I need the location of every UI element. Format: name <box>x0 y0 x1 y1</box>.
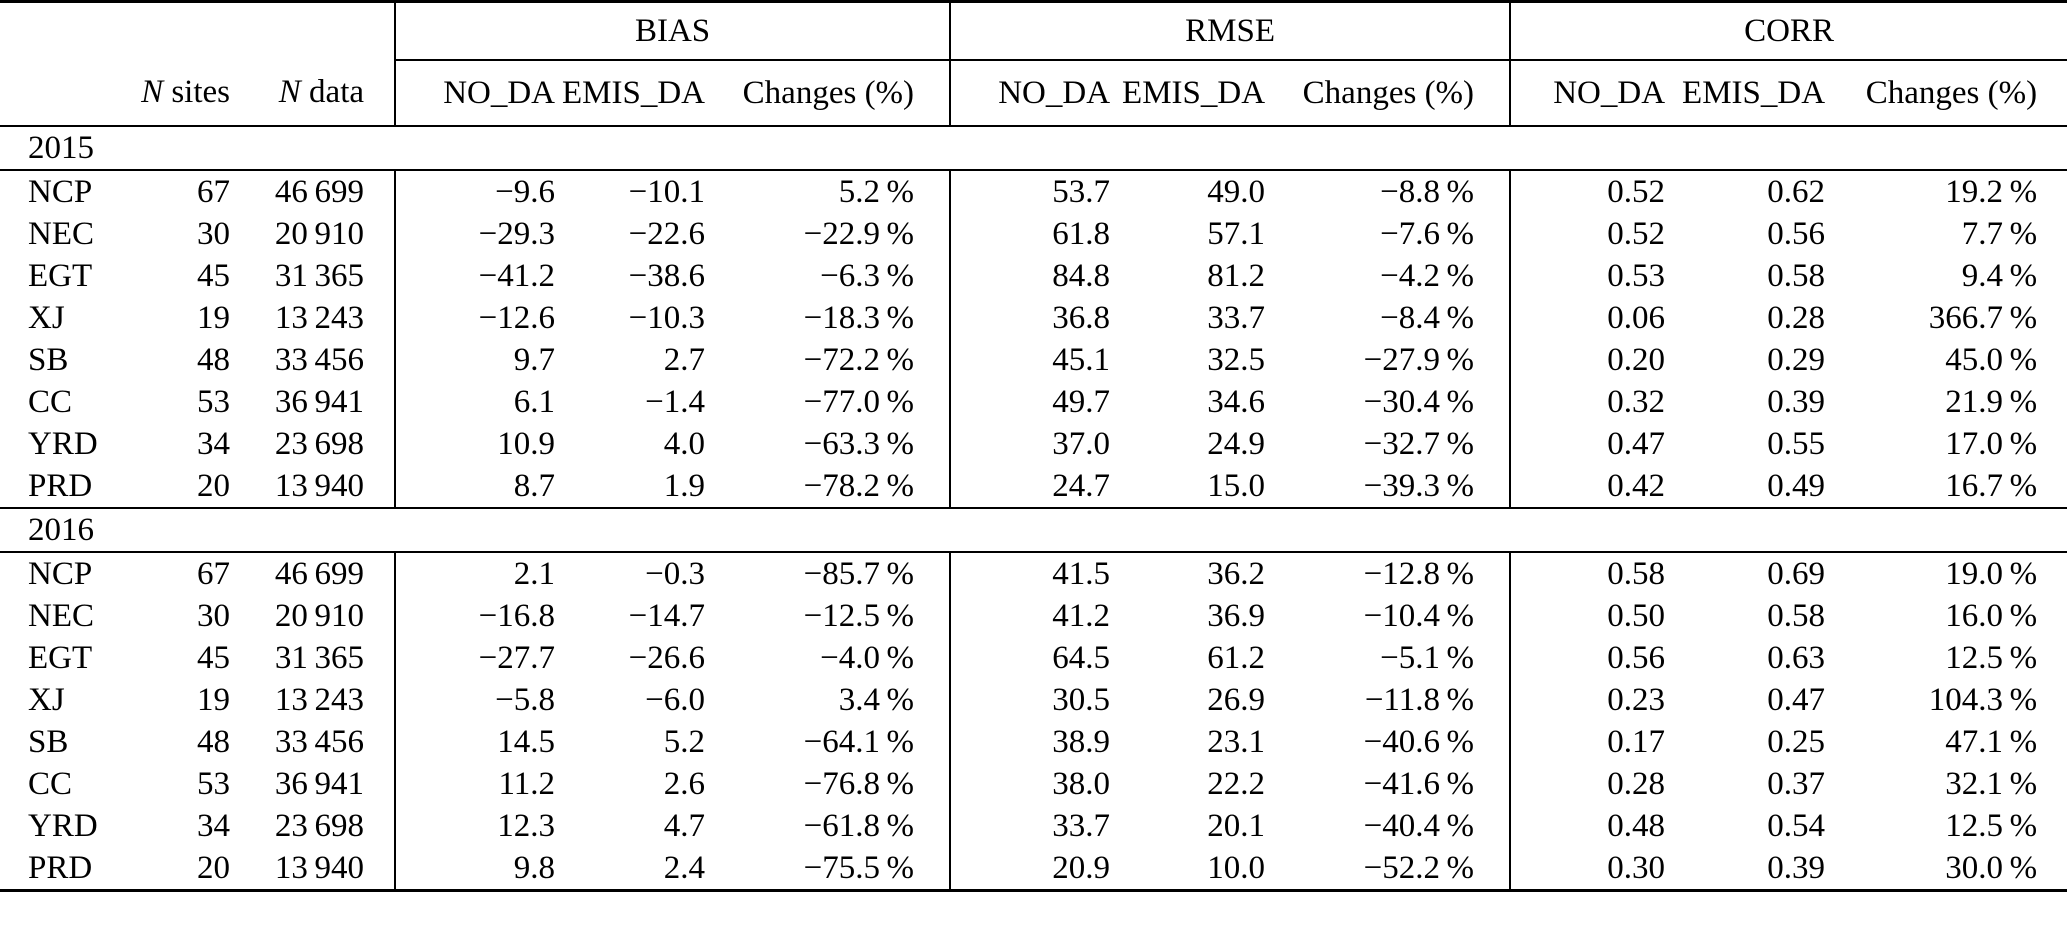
rmse-emis-da-cell: 81.2 <box>1207 257 1266 294</box>
table-row <box>0 805 2067 847</box>
bias-no-da-cell: 9.8 <box>395 847 555 891</box>
bias-emis-da-cell: −10.1 <box>628 173 706 210</box>
n-sites-cell: 19 <box>197 299 230 336</box>
bias-emis-da-cell: 4.0 <box>663 425 706 462</box>
n-sites-header: N sites <box>141 74 230 110</box>
corr-no-da-cell: 0.42 <box>1510 465 1665 508</box>
bias-no-da-cell: −41.2 <box>395 255 555 297</box>
bias-no-da-cell: 11.2 <box>395 763 555 805</box>
corr-no-da-cell: 0.20 <box>1510 339 1665 381</box>
bias-no-da-cell: 14.5 <box>395 721 555 763</box>
table-row <box>0 847 2067 891</box>
n-data-cell: 13 940 <box>274 849 365 886</box>
n-sites-cell: 45 <box>197 639 230 676</box>
bias-no-da-cell: 2.1 <box>395 552 555 595</box>
n-sites-cell: 30 <box>197 215 230 252</box>
rmse-no-da-cell: 33.7 <box>950 805 1110 847</box>
n-data-cell: 31 365 <box>274 639 365 676</box>
n-sites-cell: 20 <box>197 849 230 886</box>
corr-changes-cell: 7.7 % <box>1961 215 2038 252</box>
bias-changes-cell: −4.0 % <box>820 639 915 676</box>
table-header <box>0 2 2067 127</box>
rmse-emis-da-header: EMIS_DA <box>1122 74 1266 111</box>
n-data-cell: 23 698 <box>274 807 365 844</box>
table-row <box>0 595 2067 637</box>
rmse-changes-cell: −7.6 % <box>1380 215 1475 252</box>
n-sites-cell: 67 <box>197 173 230 210</box>
corr-emis-da-cell: 0.55 <box>1767 425 1826 462</box>
corr-emis-da-cell: 0.63 <box>1767 639 1826 676</box>
corr-changes-cell: 30.0 % <box>1945 849 2038 886</box>
region-cell: YRD <box>28 425 98 462</box>
region-cell: PRD <box>28 849 93 886</box>
bias-no-da-cell: −12.6 <box>395 297 555 339</box>
rmse-no-da-cell: 30.5 <box>950 679 1110 721</box>
corr-changes-cell: 32.1 % <box>1945 765 2038 802</box>
corr-emis-da-cell: 0.58 <box>1767 257 1826 294</box>
bias-changes-cell: −77.0 % <box>803 383 915 420</box>
corr-emis-da-cell: 0.62 <box>1767 173 1826 210</box>
table-row <box>0 423 2067 465</box>
table-row <box>0 255 2067 297</box>
bias-no-da-header: NO_DA <box>395 60 555 126</box>
bias-changes-cell: 5.2 % <box>838 173 915 210</box>
corr-emis-da-cell: 0.37 <box>1767 765 1826 802</box>
rmse-emis-da-cell: 20.1 <box>1207 807 1266 844</box>
bias-changes-cell: −22.9 % <box>803 215 915 252</box>
rmse-no-da-cell: 84.8 <box>950 255 1110 297</box>
rmse-emis-da-cell: 36.2 <box>1207 555 1266 592</box>
corr-emis-da-cell: 0.69 <box>1767 555 1826 592</box>
corr-changes-cell: 17.0 % <box>1945 425 2038 462</box>
header-corner-cell <box>0 2 395 61</box>
corr-no-da-header: NO_DA <box>1510 60 1665 126</box>
region-cell: NEC <box>28 215 94 252</box>
n-sites-cell: 67 <box>197 555 230 592</box>
region-cell: SB <box>28 723 69 760</box>
corr-no-da-cell: 0.17 <box>1510 721 1665 763</box>
bias-no-da-cell: 12.3 <box>395 805 555 847</box>
n-sites-cell: 19 <box>197 681 230 718</box>
rmse-no-da-cell: 38.0 <box>950 763 1110 805</box>
rmse-no-da-cell: 64.5 <box>950 637 1110 679</box>
rmse-emis-da-cell: 26.9 <box>1207 681 1266 718</box>
corr-changes-cell: 9.4 % <box>1961 257 2038 294</box>
bias-emis-da-cell: −0.3 <box>645 555 706 592</box>
bias-emis-da-cell: 2.6 <box>663 765 706 802</box>
n-data-cell: 31 365 <box>274 257 365 294</box>
bias-no-da-cell: −16.8 <box>395 595 555 637</box>
region-cell: XJ <box>28 681 65 718</box>
rmse-emis-da-cell: 15.0 <box>1207 467 1266 504</box>
rmse-no-da-cell: 45.1 <box>950 339 1110 381</box>
bias-changes-cell: −64.1 % <box>803 723 915 760</box>
corr-changes-header: Changes (%) <box>1865 74 2038 111</box>
rmse-emis-da-cell: 61.2 <box>1207 639 1266 676</box>
corr-changes-cell: 45.0 % <box>1945 341 2038 378</box>
bias-changes-cell: −63.3 % <box>803 425 915 462</box>
section-2016 <box>0 508 2067 891</box>
n-sites-cell: 53 <box>197 383 230 420</box>
n-data-cell: 46 699 <box>274 555 365 592</box>
column-header-row <box>0 60 2067 126</box>
corr-emis-da-cell: 0.28 <box>1767 299 1826 336</box>
table-row <box>0 297 2067 339</box>
bias-emis-da-cell: −26.6 <box>628 639 706 676</box>
group-header-bias: BIAS <box>395 2 950 61</box>
corr-changes-cell: 21.9 % <box>1945 383 2038 420</box>
corr-no-da-cell: 0.56 <box>1510 637 1665 679</box>
bias-changes-cell: −72.2 % <box>803 341 915 378</box>
rmse-changes-cell: −40.4 % <box>1363 807 1475 844</box>
corr-no-da-cell: 0.48 <box>1510 805 1665 847</box>
region-cell: NCP <box>28 555 93 592</box>
rmse-no-da-cell: 61.8 <box>950 213 1110 255</box>
rmse-no-da-cell: 20.9 <box>950 847 1110 891</box>
rmse-emis-da-cell: 49.0 <box>1207 173 1266 210</box>
bias-emis-da-cell: −6.0 <box>645 681 706 718</box>
corr-changes-cell: 16.0 % <box>1945 597 2038 634</box>
rmse-changes-cell: −41.6 % <box>1363 765 1475 802</box>
bias-emis-da-cell: −10.3 <box>628 299 706 336</box>
group-header-corr: CORR <box>1510 2 2067 61</box>
bias-emis-da-cell: −38.6 <box>628 257 706 294</box>
table-row <box>0 552 2067 595</box>
rmse-changes-cell: −8.8 % <box>1380 173 1475 210</box>
n-data-cell: 23 698 <box>274 425 365 462</box>
rmse-no-da-cell: 49.7 <box>950 381 1110 423</box>
table-row <box>0 763 2067 805</box>
corr-changes-cell: 16.7 % <box>1945 467 2038 504</box>
table-row <box>0 339 2067 381</box>
n-sites-cell: 34 <box>197 807 230 844</box>
bias-no-da-cell: −29.3 <box>395 213 555 255</box>
n-sites-cell: 45 <box>197 257 230 294</box>
bias-changes-cell: −6.3 % <box>820 257 915 294</box>
region-cell: NCP <box>28 173 93 210</box>
n-data-header: N data <box>278 74 365 110</box>
table-row <box>0 170 2067 213</box>
n-data-cell: 36 941 <box>274 383 365 420</box>
bias-no-da-cell: −9.6 <box>395 170 555 213</box>
group-header-rmse: RMSE <box>950 2 1510 61</box>
n-sites-cell: 34 <box>197 425 230 462</box>
n-data-cell: 36 941 <box>274 765 365 802</box>
bias-no-da-cell: −27.7 <box>395 637 555 679</box>
rmse-changes-cell: −39.3 % <box>1363 467 1475 504</box>
bias-changes-cell: −12.5 % <box>803 597 915 634</box>
rmse-changes-cell: −10.4 % <box>1363 597 1475 634</box>
rmse-no-da-cell: 38.9 <box>950 721 1110 763</box>
rmse-emis-da-cell: 32.5 <box>1207 341 1266 378</box>
bias-changes-cell: −78.2 % <box>803 467 915 504</box>
rmse-emis-da-cell: 22.2 <box>1207 765 1266 802</box>
rmse-changes-header: Changes (%) <box>1302 74 1475 111</box>
corr-no-da-cell: 0.52 <box>1510 213 1665 255</box>
corr-no-da-cell: 0.32 <box>1510 381 1665 423</box>
rmse-emis-da-cell: 57.1 <box>1207 215 1266 252</box>
table-row <box>0 381 2067 423</box>
corr-no-da-cell: 0.52 <box>1510 170 1665 213</box>
corr-changes-cell: 47.1 % <box>1945 723 2038 760</box>
corr-no-da-cell: 0.28 <box>1510 763 1665 805</box>
n-data-cell: 33 456 <box>274 341 365 378</box>
n-data-cell: 20 910 <box>274 215 365 252</box>
rmse-no-da-cell: 41.2 <box>950 595 1110 637</box>
rmse-changes-cell: −52.2 % <box>1363 849 1475 886</box>
rmse-changes-cell: −8.4 % <box>1380 299 1475 336</box>
rmse-no-da-cell: 36.8 <box>950 297 1110 339</box>
corr-no-da-cell: 0.47 <box>1510 423 1665 465</box>
corr-emis-da-cell: 0.54 <box>1767 807 1826 844</box>
rmse-emis-da-cell: 23.1 <box>1207 723 1266 760</box>
corr-emis-da-cell: 0.49 <box>1767 467 1826 504</box>
n-sites-cell: 20 <box>197 467 230 504</box>
region-cell: XJ <box>28 299 65 336</box>
bias-no-da-cell: 9.7 <box>395 339 555 381</box>
rmse-emis-da-cell: 24.9 <box>1207 425 1266 462</box>
n-data-cell: 20 910 <box>274 597 365 634</box>
region-cell: CC <box>28 765 73 802</box>
region-cell: EGT <box>28 257 93 294</box>
n-sites-cell: 30 <box>197 597 230 634</box>
bias-no-da-cell: 8.7 <box>395 465 555 508</box>
bias-emis-da-cell: −1.4 <box>645 383 706 420</box>
rmse-changes-cell: −32.7 % <box>1363 425 1475 462</box>
rmse-no-da-cell: 37.0 <box>950 423 1110 465</box>
corr-no-da-cell: 0.30 <box>1510 847 1665 891</box>
bias-emis-da-cell: 2.4 <box>663 849 706 886</box>
group-header-row <box>0 2 2067 61</box>
rmse-no-da-cell: 53.7 <box>950 170 1110 213</box>
region-cell: EGT <box>28 639 93 676</box>
rmse-no-da-cell: 24.7 <box>950 465 1110 508</box>
rmse-changes-cell: −12.8 % <box>1363 555 1475 592</box>
bias-changes-header: Changes (%) <box>742 74 915 111</box>
bias-changes-cell: −76.8 % <box>803 765 915 802</box>
table-row <box>0 679 2067 721</box>
region-cell: YRD <box>28 807 98 844</box>
rmse-emis-da-cell: 36.9 <box>1207 597 1266 634</box>
region-header-cell <box>0 60 130 126</box>
corr-emis-da-cell: 0.56 <box>1767 215 1826 252</box>
corr-emis-da-header: EMIS_DA <box>1682 74 1826 111</box>
n-sites-cell: 53 <box>197 765 230 802</box>
corr-emis-da-cell: 0.58 <box>1767 597 1826 634</box>
n-sites-cell: 48 <box>197 723 230 760</box>
bias-changes-cell: 3.4 % <box>838 681 915 718</box>
corr-changes-cell: 12.5 % <box>1945 807 2038 844</box>
rmse-changes-cell: −5.1 % <box>1380 639 1475 676</box>
section-row <box>0 508 2067 552</box>
corr-changes-cell: 104.3 % <box>1928 681 2038 718</box>
bias-changes-cell: −61.8 % <box>803 807 915 844</box>
bias-no-da-cell: 10.9 <box>395 423 555 465</box>
rmse-changes-cell: −40.6 % <box>1363 723 1475 760</box>
corr-no-da-cell: 0.50 <box>1510 595 1665 637</box>
bias-emis-da-cell: 1.9 <box>663 467 706 504</box>
year-label: 2016 <box>0 508 2067 552</box>
corr-changes-cell: 19.2 % <box>1945 173 2038 210</box>
corr-emis-da-cell: 0.47 <box>1767 681 1826 718</box>
bias-changes-cell: −75.5 % <box>803 849 915 886</box>
corr-no-da-cell: 0.58 <box>1510 552 1665 595</box>
rmse-changes-cell: −27.9 % <box>1363 341 1475 378</box>
corr-emis-da-cell: 0.29 <box>1767 341 1826 378</box>
corr-emis-da-cell: 0.39 <box>1767 383 1826 420</box>
bias-changes-cell: −85.7 % <box>803 555 915 592</box>
n-data-cell: 46 699 <box>274 173 365 210</box>
n-data-cell: 13 243 <box>274 681 365 718</box>
rmse-changes-cell: −11.8 % <box>1364 681 1475 718</box>
n-data-cell: 33 456 <box>274 723 365 760</box>
bias-emis-da-cell: 2.7 <box>663 341 706 378</box>
bias-emis-da-cell: −14.7 <box>628 597 706 634</box>
rmse-emis-da-cell: 10.0 <box>1207 849 1266 886</box>
table-row <box>0 213 2067 255</box>
section-row <box>0 126 2067 170</box>
region-cell: CC <box>28 383 73 420</box>
corr-changes-cell: 366.7 % <box>1928 299 2038 336</box>
corr-changes-cell: 12.5 % <box>1945 639 2038 676</box>
corr-no-da-cell: 0.23 <box>1510 679 1665 721</box>
bias-changes-cell: −18.3 % <box>803 299 915 336</box>
bias-emis-da-cell: −22.6 <box>628 215 706 252</box>
corr-no-da-cell: 0.53 <box>1510 255 1665 297</box>
n-data-cell: 13 243 <box>274 299 365 336</box>
rmse-changes-cell: −30.4 % <box>1363 383 1475 420</box>
table-row <box>0 637 2067 679</box>
bias-emis-da-cell: 5.2 <box>663 723 706 760</box>
n-data-cell: 13 940 <box>274 467 365 504</box>
corr-emis-da-cell: 0.25 <box>1767 723 1826 760</box>
year-label: 2015 <box>0 126 2067 170</box>
rmse-no-da-header: NO_DA <box>950 60 1110 126</box>
n-sites-cell: 48 <box>197 341 230 378</box>
corr-emis-da-cell: 0.39 <box>1767 849 1826 886</box>
rmse-emis-da-cell: 33.7 <box>1207 299 1266 336</box>
region-cell: PRD <box>28 467 93 504</box>
region-cell: NEC <box>28 597 94 634</box>
rmse-emis-da-cell: 34.6 <box>1207 383 1266 420</box>
bias-emis-da-cell: 4.7 <box>663 807 706 844</box>
table-row <box>0 465 2067 508</box>
bias-no-da-cell: −5.8 <box>395 679 555 721</box>
section-2015 <box>0 126 2067 508</box>
bias-no-da-cell: 6.1 <box>395 381 555 423</box>
table-row <box>0 721 2067 763</box>
rmse-no-da-cell: 41.5 <box>950 552 1110 595</box>
region-cell: SB <box>28 341 69 378</box>
rmse-changes-cell: −4.2 % <box>1380 257 1475 294</box>
corr-no-da-cell: 0.06 <box>1510 297 1665 339</box>
corr-changes-cell: 19.0 % <box>1945 555 2038 592</box>
bias-emis-da-header: EMIS_DA <box>562 74 706 111</box>
